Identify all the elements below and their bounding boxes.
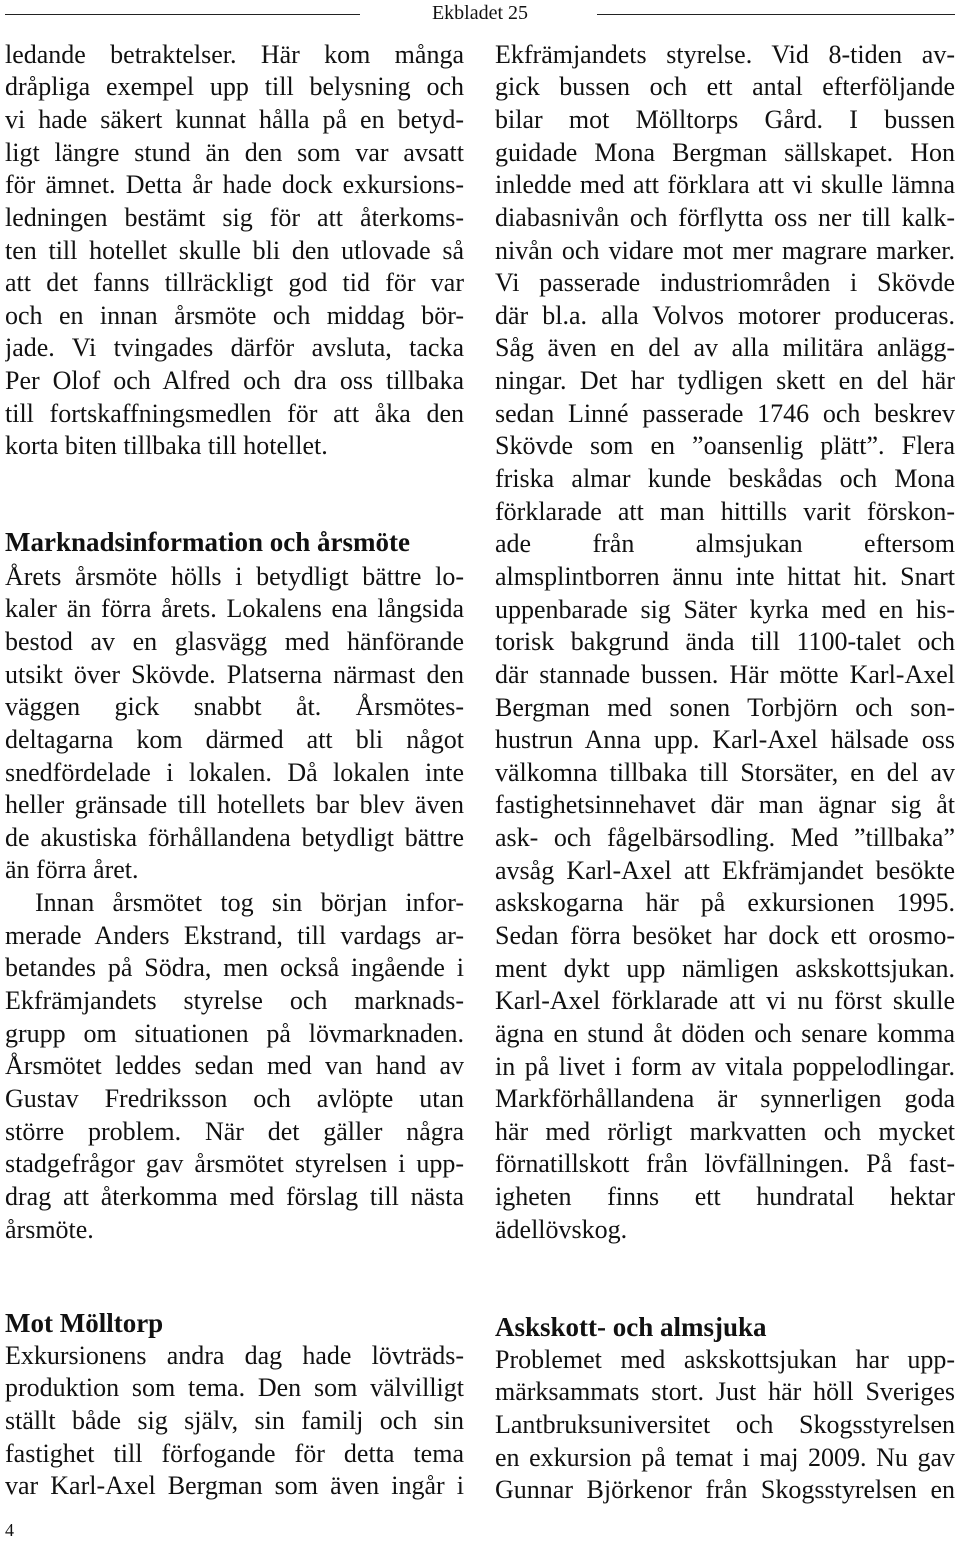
text-line: förklarade att man hittills varit förskon-: [495, 496, 955, 526]
text-line: Lantbruksuniversitet och Skogsstyrelsen: [495, 1409, 955, 1439]
text-line: heller gränsade till hotellets bar blev även: [5, 790, 464, 820]
text-line: Ekfrämjandets styrelse och marknads-: [5, 986, 464, 1016]
text-line: till fortskaffningsmedlen för att åka den: [5, 398, 464, 428]
paragraph: [495, 1344, 955, 1507]
left-column-continuation: [5, 39, 464, 463]
text-line: diabasnivån och förflytta oss ner till kalk-: [495, 202, 955, 232]
text-line: in på livet i form av vitala poppelodlingar.: [495, 1051, 955, 1081]
text-line: almsplintborren ännu inte hittat hit. Snart: [495, 561, 955, 591]
right-column-body: [495, 39, 955, 1247]
section-heading-askskott: Askskott- och almsjuka: [495, 1311, 767, 1342]
text-line: ägna en stund åt döden och senare komma: [495, 1018, 955, 1048]
bottom-right-body: [495, 1344, 955, 1507]
text-line: korta biten tillbaka till hotellet.: [5, 431, 328, 461]
text-line: utsikt över Skövde. Platserna närmast den: [5, 659, 464, 689]
text-line: Innan årsmötet tog sin början infor-: [35, 888, 464, 918]
text-line: igheten finns ett hundratal hektar: [495, 1182, 955, 1212]
text-line: Årsmötet leddes sedan med van hand av: [5, 1051, 464, 1081]
section-heading-mot-molltorp: Mot Mölltorp: [5, 1307, 164, 1338]
text-line: ningar. Det har tydligen skett en del här: [495, 366, 955, 396]
text-line: betandes på Södra, men också ingående i: [5, 953, 464, 983]
text-line: Bergman med sonen Torbjörn och son-: [495, 692, 955, 722]
text-line: Gustav Fredriksson och avlöpte utan: [5, 1083, 464, 1113]
text-line: askskogarna här på exkursionen 1995.: [495, 888, 955, 918]
text-line: där stannade bussen. Här mötte Karl-Axel: [495, 659, 955, 689]
text-line: väggen gick snabbt åt. Årsmötes-: [5, 692, 464, 722]
text-line: nivån och vidare mot mer magrare marker.: [495, 235, 955, 265]
text-line: vi hade säkert kunnat hålla på en betyd-: [5, 104, 464, 134]
text-line: ledningen bestämt sig för att återkoms-: [5, 202, 464, 232]
text-line: var Karl-Axel Bergman som även ingår i: [5, 1471, 464, 1501]
text-line: fastighet till förfogande för detta tema: [5, 1438, 464, 1468]
text-line: ade från almsjukan eftersom: [495, 529, 955, 559]
text-line: ligt längre stund än den som var avsatt: [5, 137, 464, 167]
text-line: de akustiska förhållandena betydligt bättre: [5, 822, 464, 852]
text-line: Såg även en del av alla militära anlägg-: [495, 333, 955, 363]
text-line: Problemet med askskottsjukan har upp-: [495, 1344, 955, 1374]
text-line: här med rörligt markvatten och mycket: [495, 1116, 955, 1146]
text-line: hustrun Anna upp. Karl-Axel hälsade oss: [495, 725, 955, 755]
text-line: dråpliga exempel upp till belysning och: [5, 72, 464, 102]
text-line: jade. Vi tvingades därför avsluta, tacka: [5, 333, 464, 363]
paragraph: [5, 39, 464, 463]
text-line: uppenbarade sig Säter kyrka med en his-: [495, 594, 955, 624]
text-line: ten till hotellet skulle bli den utlovade så: [5, 235, 464, 265]
text-line: Markförhållandena är synnerligen goda: [495, 1084, 955, 1114]
text-line: ledande betraktelser. Här kom många: [5, 39, 464, 69]
text-line: inledde med att förklara att vi skulle lämna: [495, 170, 955, 200]
text-line: ställt både sig själv, sin familj och sin: [5, 1405, 464, 1435]
header-rule-left: [5, 14, 360, 15]
text-line: produktion som tema. Den som välvilligt: [5, 1373, 464, 1403]
text-line: sedan Linné passerade 1746 och beskrev: [495, 398, 955, 428]
text-line: ask- och fågelbärsodling. Med ”tillbaka”: [495, 823, 955, 853]
text-line: fastighetsinnehavet där man ägnar sig åt: [495, 790, 955, 820]
text-line: Karl-Axel förklarade att vi nu först skulle: [495, 986, 955, 1016]
text-line: gick bussen och ett antal efterföljande: [495, 72, 955, 102]
page-number: 4: [5, 1520, 14, 1540]
text-line: Vi passerade industriområden i Skövde: [495, 268, 955, 298]
text-line: förnatillskott från lövfällningen. På fast-: [495, 1149, 955, 1179]
text-line: merade Anders Ekstrand, till vardags ar-: [5, 920, 464, 950]
text-line: välkomna tillbaka till Storsäter, en del av: [495, 757, 955, 787]
text-line: friska almar kunde beskådas och Mona: [495, 464, 955, 494]
text-line: torisk bakgrund ända till 1100-talet och: [495, 627, 955, 657]
text-line: för ämnet. Detta år hade dock exkursions-: [5, 170, 464, 200]
text-line: ädellövskog.: [495, 1214, 628, 1244]
text-line: Skövde som en ”oansenlig plätt”. Flera: [495, 431, 955, 461]
text-line: bilar mot Mölltorps Gård. I bussen: [495, 104, 955, 134]
text-line: kaler än förra årets. Lokalens ena långsida: [5, 594, 464, 624]
text-line: Ekfrämjandets styrelse. Vid 8-tiden av-: [495, 39, 955, 69]
text-line: märksammats stort. Just här höll Sveriges: [495, 1377, 955, 1407]
header-rule-right: [597, 14, 955, 15]
paragraph: [5, 1340, 464, 1503]
paragraph: [5, 887, 464, 1246]
text-line: en exkursion på temat i maj 2009. Nu gav: [495, 1442, 955, 1472]
text-line: grupp om situationen på lövmarknaden.: [5, 1018, 464, 1048]
text-line: guidade Mona Bergman sällskapet. Hon: [495, 137, 955, 167]
text-line: avsåg Karl-Axel att Ekfrämjandet besökte: [495, 855, 955, 885]
text-line: Per Olof och Alfred och dra oss tillbaka: [5, 366, 464, 396]
text-line: årsmöte.: [5, 1214, 94, 1244]
text-line: att det fanns tillräckligt god tid för var: [5, 268, 464, 298]
bottom-left-body: [5, 1340, 464, 1503]
left-column-section-body: [5, 561, 464, 1246]
text-line: bestod av en glasvägg med hänförande: [5, 626, 464, 656]
text-line: Gunnar Björkenor från Skogsstyrelsen en: [495, 1475, 955, 1505]
text-line: Exkursionens andra dag hade lövträds-: [5, 1340, 464, 1370]
text-line: drag att återkomma med förslag till nästa: [5, 1181, 464, 1211]
text-line: stadgefrågor gav årsmötet styrelsen i upp-: [5, 1149, 464, 1179]
paragraph: [5, 561, 464, 887]
text-line: deltagarna kom därmed att bli något: [5, 724, 464, 754]
text-line: Sedan förra besöket har dock ett orosmo-: [495, 920, 955, 950]
publication-title: Ekbladet 25: [431, 2, 529, 24]
text-line: och en innan årsmöte och middag bör-: [5, 300, 464, 330]
text-line: större problem. När det gäller några: [5, 1116, 464, 1146]
text-line: ment dykt upp nämligen askskottsjukan.: [495, 953, 955, 983]
text-line: snedfördelade i lokalen. Då lokalen inte: [5, 757, 464, 787]
text-line: Årets årsmöte hölls i betydligt bättre lo-: [5, 561, 464, 591]
section-heading-marknadsinformation: Marknadsinformation och årsmöte: [5, 526, 410, 557]
text-line: än förra året.: [5, 855, 139, 885]
paragraph: [495, 39, 955, 1247]
text-line: där bl.a. alla Volvos motorer produceras.: [495, 300, 955, 330]
